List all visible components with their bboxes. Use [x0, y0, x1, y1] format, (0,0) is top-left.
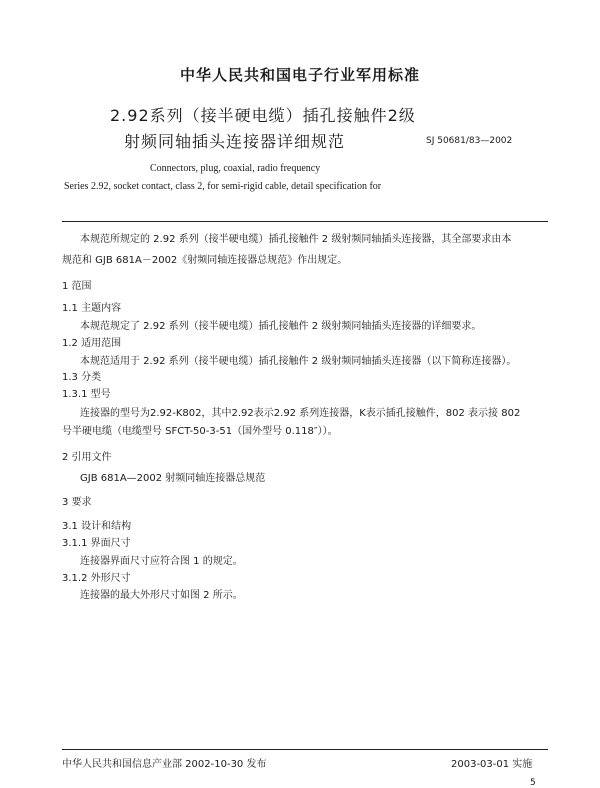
section-1-3-heading: 1.3 分类 — [62, 372, 102, 383]
section-3-1-1-text: 连接器界面尺寸应符合图 1 的规定。 — [80, 556, 243, 567]
section-3-1-heading: 3.1 设计和结构 — [62, 521, 132, 532]
section-1-heading: 1 范围 — [62, 281, 92, 292]
intro-line-1: 本规范所规定的 2.92 系列（接半硬电缆）插孔接触件 2 级射频同轴插头连接器，其全部要求由本 — [80, 234, 512, 245]
page-number: 5 — [530, 778, 536, 788]
header-divider — [62, 221, 548, 222]
document-title-line-2: 射频同轴插头连接器详细规范 — [124, 132, 346, 151]
section-1-1-heading: 1.1 主题内容 — [62, 303, 122, 314]
section-1-3-1-text-line-1: 连接器的型号为2.92-K802，其中2.92表示2.92 系列连接器，K表示插孔接触件，802 表示接 802 — [80, 408, 521, 419]
section-1-1-text: 本规范规定了 2.92 系列（接半硬电缆）插孔接触件 2 级射频同轴插头连接器的详细要求。 — [80, 321, 482, 332]
document-title-line-1: 2.92系列（接半硬电缆）插孔接触件2级 — [110, 106, 416, 125]
english-title-line-2: Series 2.92, socket contact, class 2, for semi-rigid cable, detail specification for — [64, 181, 382, 192]
issue-info: 中华人民共和国信息产业部 2002-10-30 发布 — [62, 759, 267, 770]
section-1-2-text: 本规范适用于 2.92 系列（接半硬电缆）插孔接触件 2 级射频同轴插头连接器（以下简称连接器）。 — [80, 356, 517, 367]
section-1-3-1-text-line-2: 号半硬电缆（电缆型号 SFCT-50-3-51（国外型号 0.118″））。 — [62, 426, 338, 437]
section-2-reference: GJB 681A—2002 射频同轴连接器总规范 — [80, 473, 266, 484]
footer-divider — [62, 749, 548, 750]
section-3-1-2-heading: 3.1.2 外形尺寸 — [62, 573, 131, 584]
intro-line-2: 规范和 GJB 681A－2002《射频同轴连接器总规范》作出规定。 — [62, 255, 348, 266]
section-1-3-1-heading: 1.3.1 型号 — [62, 389, 111, 400]
effective-date: 2003-03-01 实施 — [451, 759, 533, 770]
standard-category-header: 中华人民共和国电子行业军用标准 — [179, 66, 420, 84]
section-3-1-1-heading: 3.1.1 界面尺寸 — [62, 538, 131, 549]
section-3-1-2-text: 连接器的最大外形尺寸如图 2 所示。 — [80, 590, 243, 601]
section-3-heading: 3 要求 — [62, 497, 92, 508]
section-1-2-heading: 1.2 适用范围 — [62, 338, 122, 349]
standard-number: SJ 50681/83—2002 — [426, 136, 513, 146]
section-2-heading: 2 引用文件 — [62, 452, 112, 463]
english-title-line-1: Connectors, plug, coaxial, radio frequency — [150, 163, 321, 174]
